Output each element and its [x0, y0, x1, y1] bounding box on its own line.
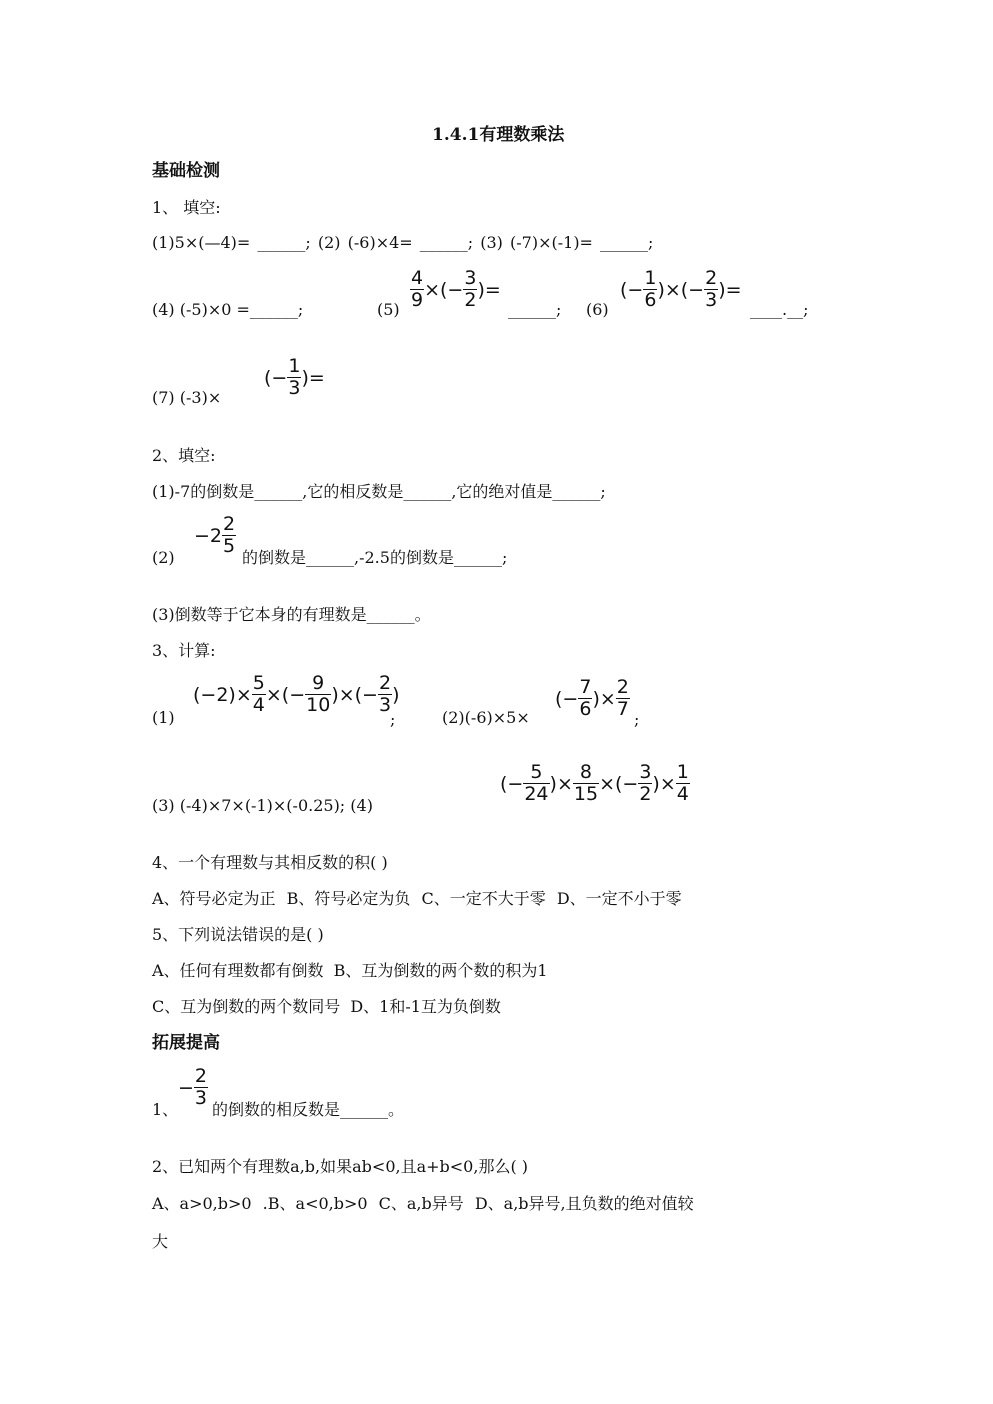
ext1-fraction: − $\frac{2}{3}$: [178, 1065, 208, 1109]
fraction: $\frac{5}{4}$: [252, 672, 265, 716]
q1-part5-blank: ______;: [508, 300, 562, 319]
q1-part5-expression: $\frac{4}{9}$ ×(− $\frac{3}{2}$ )=: [411, 267, 501, 311]
fraction: $\frac{7}{6}$: [579, 676, 592, 720]
ext1-text: 的倒数的相反数是______。: [212, 1100, 405, 1119]
q3-part1-label: (1): [152, 708, 175, 727]
q3-part2-semicolon: ;: [634, 710, 640, 729]
fraction: $\frac{2}{3}$: [378, 672, 392, 716]
fraction: $\frac{3}{2}$: [464, 267, 477, 311]
fraction: $\frac{8}{15}$: [573, 761, 599, 805]
q1-part5-label: (5): [377, 300, 400, 319]
q1-row1: (1)5×(—4)= ______; (2) (-6)×4= ______; (3) (-7)×(-1)= ______;: [152, 233, 654, 252]
q3-part1-semicolon: ;: [390, 710, 396, 729]
fraction: $\frac{1}{4}$: [676, 761, 689, 805]
q5-options-row1: A、任何有理数都有倒数 B、互为倒数的两个数的积为1: [152, 961, 548, 980]
q1-part7-expression: (− $\frac{1}{3}$ )=: [264, 355, 325, 399]
q1-part6-expression: (− $\frac{1}{6}$ )×(− $\frac{2}{3}$ )=: [620, 267, 742, 311]
q3-heading: 3、计算:: [152, 641, 216, 660]
q1-part6-label: (6): [586, 300, 609, 319]
fraction: $\frac{5}{24}$: [524, 761, 549, 805]
section-heading-extension: 拓展提高: [152, 1033, 220, 1053]
fraction: $\frac{2}{3}$: [705, 267, 718, 311]
q3-part3: (3) (-4)×7×(-1)×(-0.25); (4): [152, 796, 373, 815]
q3-part2-label: (2)(-6)×5×: [442, 708, 530, 727]
q5-heading: 5、下列说法错误的是( ): [152, 925, 324, 944]
q2-line3: (3)倒数等于它本身的有理数是______。: [152, 605, 431, 624]
q2-line2-label: (2): [152, 548, 175, 567]
q1-part6-blank: ____.__;: [750, 300, 809, 319]
q3-part4-expression: (− $\frac{5}{24}$ )× $\frac{8}{15}$ ×(− $\frac{3}{2}$ )× $\frac{1}{4}$: [500, 761, 689, 805]
q2-line1: (1)-7的倒数是______,它的相反数是______,它的绝对值是______;: [152, 482, 606, 501]
q2-line2-text: 的倒数是______,-2.5的倒数是______;: [242, 548, 508, 567]
q2-mixed-number: −2 $\frac{2}{5}$: [194, 513, 236, 557]
fraction: $\frac{2}{5}$: [223, 513, 236, 557]
q1-heading: 1、 填空:: [152, 198, 221, 217]
fraction: $\frac{1}{6}$: [644, 267, 657, 311]
q4-heading: 4、一个有理数与其相反数的积( ): [152, 853, 388, 872]
fraction: $\frac{1}{3}$: [288, 355, 301, 399]
fraction: $\frac{2}{3}$: [194, 1065, 208, 1109]
q4-options: A、符号必定为正 B、符号必定为负 C、一定不大于零 D、一定不小于零: [152, 889, 682, 908]
fraction: $\frac{2}{7}$: [616, 676, 629, 720]
q2-heading: 2、填空:: [152, 446, 216, 465]
q1-part4: (4) (-5)×0 =______;: [152, 300, 304, 319]
q5-options-row2: C、互为倒数的两个数同号 D、1和-1互为负倒数: [152, 997, 501, 1016]
q1-part7-label: (7) (-3)×: [152, 388, 222, 407]
section-heading-basic: 基础检测: [152, 161, 220, 181]
ext1-label: 1、: [152, 1100, 179, 1119]
ext2-options-continued: 大: [152, 1232, 169, 1251]
fraction: $\frac{4}{9}$: [411, 267, 424, 311]
q3-part1-expression: (−2)× $\frac{5}{4}$ ×(− $\frac{9}{10}$ )×(− $\frac{2}{3}$ ): [193, 672, 400, 716]
ext2-heading: 2、已知两个有理数a,b,如果ab<0,且a+b<0,那么( ): [152, 1157, 529, 1176]
ext2-options: A、a>0,b>0 .B、a<0,b>0 C、a,b异号 D、a,b异号,且负数的绝对值较: [152, 1194, 694, 1213]
fraction: $\frac{3}{2}$: [639, 761, 652, 805]
fraction: $\frac{9}{10}$: [306, 672, 331, 716]
page-title: 1.4.1有理数乘法: [432, 125, 565, 145]
q3-part2-expression: (− $\frac{7}{6}$ )× $\frac{2}{7}$: [555, 676, 629, 720]
